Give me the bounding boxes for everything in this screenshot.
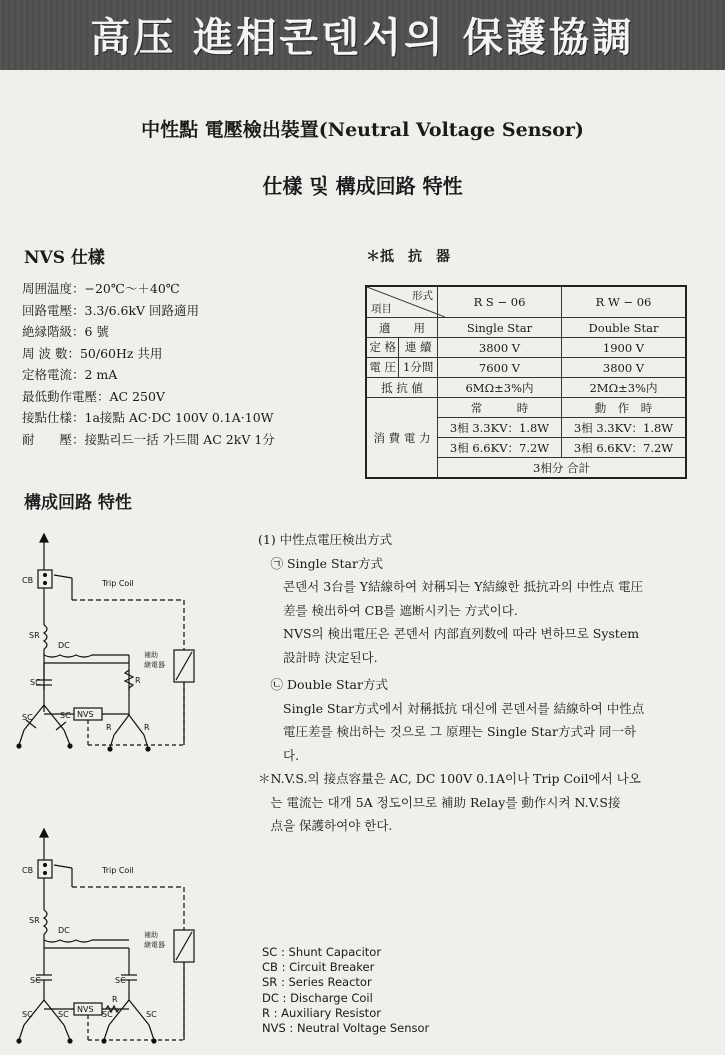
cell: 3800 V [438, 338, 562, 358]
row-label: 定 格 [367, 338, 399, 357]
spec-line: 最低動作電壓：AC 250V [22, 388, 165, 404]
desc-line: Single Star方式에서 対稱抵抗 대신에 콘덴서를 結線하여 中性点 [258, 700, 645, 716]
cell: 3800 V [562, 358, 687, 378]
desc-line: 는 電流는 대개 5A 정도이므로 補助 Relay를 動作시켜 N.V.S接 [258, 794, 621, 810]
cell: 6MΩ±3%内 [438, 378, 562, 398]
cell: 3相 6.6KV：7.2W [438, 438, 562, 458]
desc-line: ＊N.V.S.의 接点容量은 AC, DC 100V 0.1A이나 Trip Coil에서 나오 [258, 771, 641, 786]
cell: 3相 3.3KV：1.8W [562, 418, 687, 438]
spec-line: 回路電壓：3.3/6.6kV 回路適用 [22, 302, 200, 318]
legend-item: CB : Circuit Breaker [262, 960, 375, 975]
spec-line: 絶縁階級：6 號 [22, 324, 109, 339]
rated-label [366, 338, 438, 358]
header-banner [0, 0, 725, 70]
desc-line: (1) 中性点電圧検出方式 [258, 532, 393, 547]
r-label: R [112, 995, 118, 1004]
spec-line: 周囲温度：−20℃～＋40℃ [22, 281, 180, 296]
col-header: R W − 06 [562, 286, 687, 318]
cell: 常 時 [438, 398, 562, 418]
corner-bottom: 項目 [371, 303, 392, 315]
spec-line: 耐 壓：接點리드一括 가드間 AC 2kV 1分 [22, 431, 275, 447]
cell: 3相分 合計 [438, 458, 687, 479]
desc-line: 다. [258, 747, 300, 763]
cell: 動 作 時 [562, 398, 687, 418]
desc-line: ㉠ Single Star方式 [258, 555, 383, 571]
r-label: R [135, 676, 141, 685]
dc-label: DC [58, 926, 70, 935]
desc-line: 콘덴서 3台를 Y結線하여 対稱되는 Y結線한 抵抗과의 中性点 電圧 [258, 579, 644, 594]
legend-item: DC : Discharge Coil [262, 990, 373, 1005]
corner-top: 形式 [412, 290, 433, 302]
relay-label: 継電器 [144, 941, 165, 949]
cell: Single Star [438, 318, 562, 338]
nvs-spec-heading: NVS 仕樣 [24, 248, 105, 268]
resistor-table [365, 285, 687, 479]
cell: 3相 3.3KV：1.8W [438, 418, 562, 438]
main-title: 中性點 電壓檢出裝置(Neutral Voltage Sensor) [141, 119, 584, 141]
nvs-label: NVS [77, 1005, 94, 1014]
sc-label: SC [22, 1010, 33, 1019]
sc-label: SC [60, 711, 71, 720]
dc-label: DC [58, 641, 70, 650]
cell: 7600 V [438, 358, 562, 378]
row-label: 消 費 電 力 [366, 398, 438, 479]
nvs-label: NVS [77, 710, 94, 719]
sc-label: SC [58, 1010, 69, 1019]
row-label: 適 用 [366, 318, 438, 338]
cb-label: CB [22, 866, 34, 875]
sc-label: SC [30, 678, 41, 687]
spec-line: 周 波 數：50/60Hz 共用 [22, 345, 163, 361]
spec-line: 接點仕樣：1a接點 AC·DC 100V 0.1A·10W [22, 410, 274, 425]
spec-line: 定格電流：2 mA [22, 367, 118, 382]
description-text [258, 528, 713, 838]
double-star-diagram [17, 829, 194, 1043]
row-label: 抵 抗 値 [366, 378, 438, 398]
sc-label: SC [22, 713, 33, 722]
relay-label: 補助 [144, 931, 158, 939]
single-star-diagram [17, 534, 194, 751]
legend-item: NVS : Neutral Voltage Sensor [262, 1021, 430, 1036]
desc-line: 差를 検出하여 CB를 遮断시키는 方式이다. [258, 602, 518, 618]
table-corner [366, 286, 438, 318]
trip-label: Trip Coil [102, 579, 134, 588]
sr-label: SR [29, 631, 40, 640]
sr-label: SR [29, 916, 40, 925]
desc-line: 設計時 決定된다. [258, 649, 378, 665]
desc-line: NVS의 検出電圧은 콘덴서 内部直列数에 따라 변하므로 System [258, 626, 640, 641]
sc-label: SC [146, 1010, 157, 1019]
sub-title: 仕樣 및 構成回路 特性 [262, 174, 463, 198]
legend-item: SC : Shunt Capacitor [262, 945, 382, 959]
cb-label: CB [22, 576, 34, 585]
legend [262, 945, 429, 1036]
row-label: 電 圧 [367, 358, 399, 377]
row-label: 連 續 [404, 340, 432, 354]
desc-line: 電圧差를 検出하는 것으로 그 原理는 Single Star方式과 同一하 [258, 724, 637, 739]
r-label: R [106, 723, 112, 732]
relay-label: 継電器 [144, 661, 165, 669]
cell: Double Star [562, 318, 687, 338]
legend-item: SR : Series Reactor [262, 975, 372, 990]
circuit-heading: 構成回路 特性 [24, 493, 132, 513]
sc-label: SC [30, 976, 41, 985]
banner-title: 高压 進相콘덴서의 保護協調 [90, 14, 635, 61]
rated-label [366, 358, 438, 378]
relay-label: 補助 [144, 651, 158, 659]
trip-label: Trip Coil [102, 866, 134, 875]
cell: 3相 6.6KV：7.2W [562, 438, 687, 458]
nvs-spec-list [22, 278, 275, 450]
sc-label: SC [102, 1010, 113, 1019]
legend-item: R : Auxiliary Resistor [262, 1005, 381, 1020]
col-header: R S − 06 [438, 286, 562, 318]
cell: 1900 V [562, 338, 687, 358]
desc-line: ㉡ Double Star方式 [258, 677, 388, 692]
r-label: R [144, 723, 150, 732]
row-label: 1分間 [403, 360, 434, 374]
circuit-diagrams [14, 520, 214, 1050]
resistor-heading: ＊抵 抗 器 [366, 249, 450, 265]
cell: 2MΩ±3%内 [562, 378, 687, 398]
sc-label: SC [115, 976, 126, 985]
desc-line: 点을 保護하여야 한다. [258, 818, 393, 833]
